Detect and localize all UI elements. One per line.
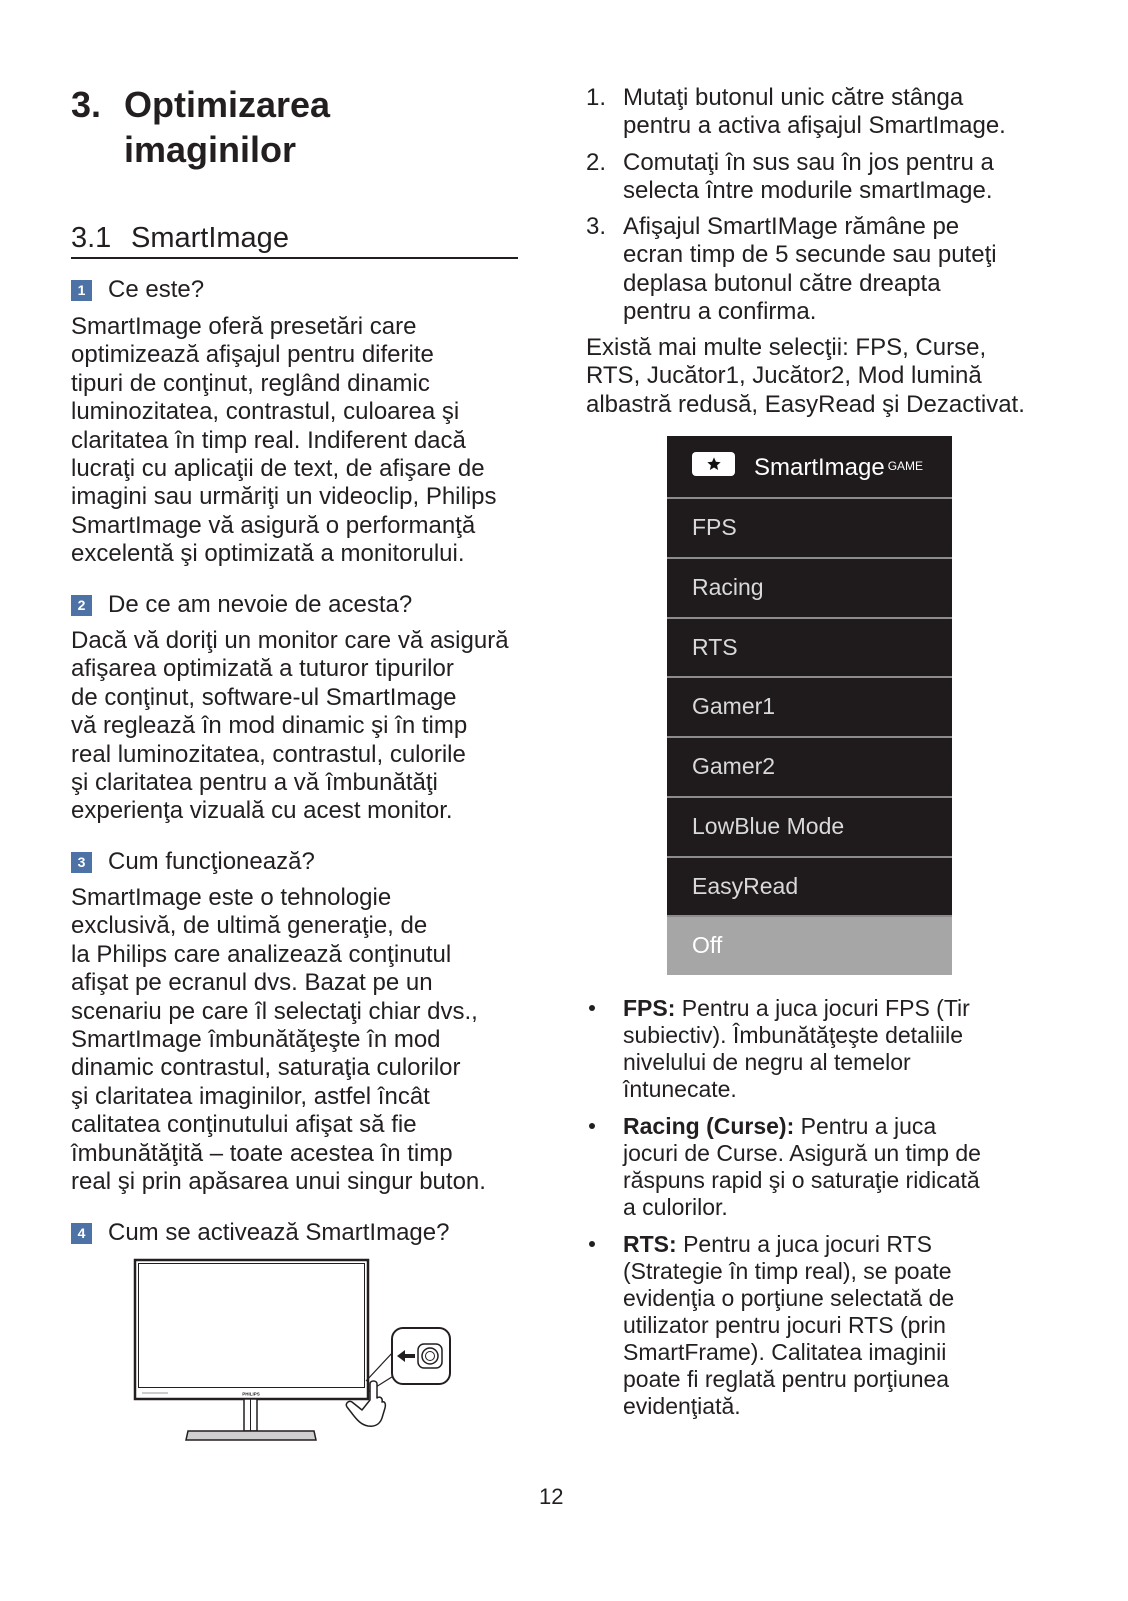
topic-heading-1 — [71, 276, 518, 304]
paragraph-line: claritatea în timp real. Indiferent dacă — [71, 426, 466, 454]
paragraph-line: SmartImage vă asigură o performanţă — [71, 511, 476, 539]
paragraph-line: luminozitatea, contrastul, culoarea şi — [71, 398, 460, 426]
step-line: pentru a activa afişajul SmartImage. — [623, 112, 1006, 140]
bullet-icon — [589, 1005, 595, 1011]
paragraph-line: real şi prin apăsarea unui singur buton. — [71, 1168, 486, 1196]
step-line: Afişajul SmartIMage rămâne pe — [623, 213, 960, 240]
paragraph-line: afişarea optimizată a tuturor tipurilor — [71, 655, 454, 683]
topic-number-badge: 2 — [71, 595, 92, 616]
topic-1-paragraph — [71, 313, 497, 569]
mode-line: a culorilor. — [623, 1193, 728, 1220]
step-line: Mutaţi butonul unic către stânga — [623, 84, 964, 111]
mode-line: jocuri de Curse. Asigură un timp de — [623, 1139, 981, 1166]
paragraph-line: de conţinut, software-ul SmartImage — [71, 683, 457, 711]
osd-item-fps: FPS — [667, 497, 952, 557]
step-number: 1. — [586, 84, 607, 111]
paragraph-line: calitatea conţinutului afişat să fie — [71, 1111, 417, 1139]
paragraph-line: dinamic contrastul, saturaţia culorilor — [71, 1054, 461, 1082]
selections-paragraph — [586, 334, 1025, 419]
mode-term: Racing (Curse): — [623, 1112, 795, 1139]
step-line: Comutaţi în sus sau în jos pentru a — [623, 149, 994, 176]
section-title — [71, 82, 531, 172]
monitor-screen — [139, 1264, 365, 1388]
mode-term: FPS: — [623, 994, 676, 1021]
paragraph-line: RTS, Jucător1, Jucător2, Mod lumină — [586, 362, 982, 390]
paragraph-line: SmartImage este o tehnologie — [71, 884, 392, 911]
button-callout — [366, 1328, 450, 1392]
bullet-icon — [589, 1123, 595, 1129]
paragraph-line: SmartImage oferă presetări care — [71, 313, 417, 340]
star-icon — [692, 452, 735, 476]
topic-heading-text: Cum se activează SmartImage? — [108, 1219, 450, 1246]
mode-line: utilizator pentru jocuri RTS (prin — [623, 1311, 946, 1338]
paragraph-line: exclusivă, de ultimă generaţie, de — [71, 912, 428, 940]
step-line: deplasa butonul către dreapta — [623, 269, 941, 297]
section-title-line: Optimizarea — [124, 84, 331, 125]
paragraph-line: optimizează afişajul pentru diferite — [71, 341, 434, 369]
monitor — [135, 1260, 368, 1440]
monitor-illustration — [125, 1250, 460, 1445]
mode-line: răspuns rapid şi o saturaţie ridicată — [623, 1166, 980, 1193]
mode-line: Pentru a juca jocuri RTS — [683, 1230, 932, 1257]
section-title-line: imaginilor — [124, 129, 297, 170]
mode-line: (Strategie în timp real), se poate — [623, 1257, 952, 1284]
paragraph-line: şi claritatea pentru a vă îmbunătăţi — [71, 769, 438, 797]
topic-heading-text: Cum funcţionează? — [108, 848, 315, 875]
topic-number-badge: 4 — [71, 1223, 92, 1244]
paragraph-line: SmartImage îmbunătăţeşte în mod — [71, 1026, 441, 1054]
osd-header — [667, 436, 952, 497]
osd-item-off: Off — [667, 915, 952, 975]
topic-3-paragraph — [71, 884, 486, 1196]
joystick-button-icon — [418, 1344, 442, 1368]
mode-term: RTS: — [623, 1230, 677, 1257]
osd-item-easyread: EasyRead — [667, 856, 952, 916]
osd-item-rts: RTS — [667, 617, 952, 677]
paragraph-line: real luminozitatea, contrastul, culorile — [71, 740, 466, 768]
step-line: selecta între modurile smartImage. — [623, 177, 993, 205]
topic-number-badge: 1 — [71, 280, 92, 301]
topic-number-badge: 3 — [71, 852, 92, 873]
paragraph-line: tipuri de conţinut, reglând dinamic — [71, 369, 430, 397]
mode-line: nivelului de negru al temelor — [623, 1048, 911, 1075]
paragraph-line: la Philips care analizează conţinutul — [71, 940, 452, 968]
osd-title-superscript: GAME — [887, 459, 924, 473]
bullet-icon — [589, 1241, 595, 1247]
paragraph-line: excelentă şi optimizată a monitorului. — [71, 540, 465, 568]
mode-line: întunecate. — [623, 1075, 737, 1102]
paragraph-line: imagini sau urmăriţi un videoclip, Philips — [71, 483, 497, 511]
mode-line: evidenţia o porţiune selectată de — [623, 1284, 955, 1311]
osd-item-gamer2: Gamer2 — [667, 736, 952, 796]
mode-line: Pentru a juca jocuri FPS (Tir — [681, 994, 970, 1021]
paragraph-line: scenariu pe care îl selectaţi chiar dvs., — [71, 997, 478, 1025]
paragraph-line: şi claritatea imaginilor, astfel încât — [71, 1082, 430, 1110]
mode-line: SmartFrame). Calitatea imaginii — [623, 1338, 947, 1365]
paragraph-line: vă reglează în mod dinamic şi în timp — [71, 712, 468, 740]
mode-line: poate fi reglată pentru porţiunea — [623, 1365, 950, 1392]
osd-title — [754, 454, 923, 482]
topic-heading-2 — [71, 591, 518, 619]
osd-item-gamer1: Gamer1 — [667, 676, 952, 736]
topic-heading-text: Ce este? — [108, 276, 205, 303]
mode-line: subiectiv). Îmbunătăţeşte detaliile — [623, 1021, 964, 1048]
topic-heading-4 — [71, 1219, 518, 1247]
subsection-title: SmartImage — [131, 222, 289, 254]
monitor-base — [186, 1431, 316, 1440]
osd-menu — [667, 436, 952, 975]
osd-item-lowblue-mode: LowBlue Mode — [667, 796, 952, 856]
osd-title-text: SmartImage — [754, 454, 885, 481]
paragraph-line: Există mai multe selecţii: FPS, Curse, — [586, 334, 987, 361]
subsection-heading — [71, 221, 518, 259]
subsection-number: 3.1 — [71, 222, 112, 254]
step-line: pentru a confirma. — [623, 298, 817, 326]
topic-heading-3 — [71, 848, 518, 876]
mode-line: evidenţiată. — [623, 1392, 741, 1419]
paragraph-line: albastră redusă, EasyRead şi Dezactivat. — [586, 390, 1025, 418]
step-line: ecran timp de 5 secunde sau puteţi — [623, 241, 997, 269]
step-number: 3. — [586, 213, 607, 240]
callout-line — [366, 1351, 394, 1381]
step-number: 2. — [586, 149, 607, 176]
topic-2-paragraph — [71, 627, 509, 826]
topic-heading-text: De ce am nevoie de acesta? — [108, 591, 413, 618]
osd-item-racing: Racing — [667, 557, 952, 617]
mode-line: Pentru a juca — [800, 1112, 937, 1139]
paragraph-line: îmbunătăţită – toate acestea în timp — [71, 1139, 453, 1167]
paragraph-line: afişat pe ecranul dvs. Bazat pe un — [71, 969, 433, 997]
section-title-text — [124, 82, 330, 172]
section-number: 3. — [71, 84, 102, 125]
paragraph-line: experienţa vizuală cu acest monitor. — [71, 797, 453, 825]
page-number: 12 — [539, 1484, 564, 1509]
paragraph-line: Dacă vă doriţi un monitor care vă asigură — [71, 627, 509, 654]
brand-label: PHILIPS — [242, 1391, 260, 1397]
paragraph-line: lucraţi cu aplicaţii de text, de afişare de — [71, 455, 485, 483]
